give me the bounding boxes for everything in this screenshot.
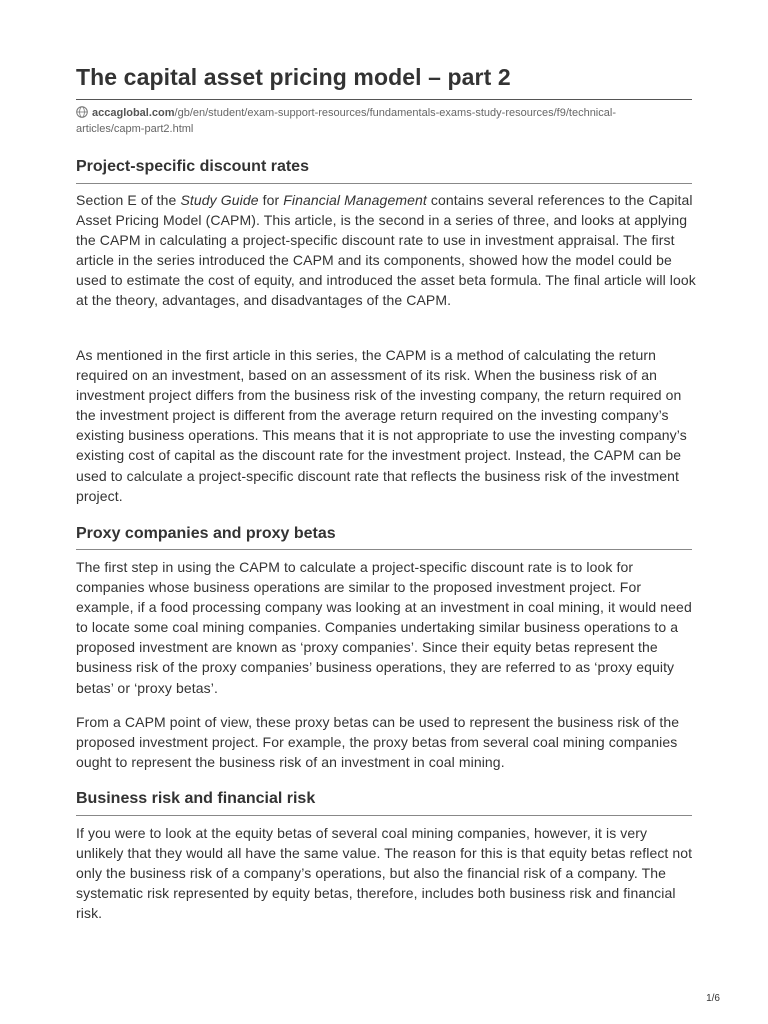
- section-heading-project-specific: Project-specific discount rates: [76, 158, 309, 175]
- paragraph: The first step in using the CAPM to calculate a project-specific discount rate is to look for companies whose business operations are similar to the proposed investment project. For example, if a food processing company was looking at an investment in coal mining, it would need to locate some coal mining companies. Companies undertaking similar business operations to a proposed investment are known as ‘proxy companies’. Since their equity betas represent the business risk of the proxy companies’ business operations, they are referred to as ‘proxy equity betas’ or ‘proxy betas’.: [76, 559, 692, 696]
- source-path: /gb/en/student/exam-support-resources/fundamentals-exams-study-resources/f9/technical-articles/capm-part2.html: [76, 107, 616, 135]
- paragraph: If you were to look at the equity betas of several coal mining companies, however, it is very unlikely that they would all have the same value. The reason for this is that equity betas reflect not only the business risk of a company’s operations, but also the financial risk of a company. The systematic risk represented by equity betas, therefore, includes both business risk and financial risk.: [76, 825, 693, 922]
- section-divider: [76, 183, 692, 184]
- page-title: The capital asset pricing model – part 2: [76, 64, 511, 90]
- source-url[interactable]: [76, 105, 676, 137]
- page-number: 1/6: [706, 993, 720, 1004]
- source-host: accaglobal.com: [92, 107, 175, 119]
- title-divider: [76, 99, 692, 100]
- section-divider: [76, 815, 692, 816]
- paragraph: From a CAPM point of view, these proxy betas can be used to represent the business risk of the proposed investment project. For example, the proxy betas from several coal mining companies ought to represent the business risk of an investment in coal mining.: [76, 714, 680, 771]
- globe-icon: [76, 106, 88, 118]
- section-divider: [76, 549, 692, 550]
- section-heading-business-risk: Business risk and financial risk: [76, 790, 316, 807]
- section-heading-proxy-companies: Proxy companies and proxy betas: [76, 525, 336, 542]
- paragraph: Section E of the Study Guide for Financial Management contains several references to the Capital Asset Pricing Model (CAPM). This article, is the second in a series of three, and looks at applying the CAPM in calculating a project-specific discount rate to use in investment appraisal. The first article in the series introduced the CAPM and its components, showed how the model could be used to estimate the cost of equity, and introduced the asset beta formula. The final article will look at the theory, advantages, and disadvantages of the CAPM.: [76, 192, 696, 309]
- paragraph: As mentioned in the first article in this series, the CAPM is a method of calculating the return required on an investment, based on an assessment of its risk. When the business risk of an investment project differs from the business risk of the investing company, the return required on the investment project is different from the average return required on the investing company’s existing business operations. This means that it is not appropriate to use the investing company’s existing cost of capital as the discount rate for the investment project. Instead, the CAPM can be used to calculate a project-specific discount rate that reflects the business risk of the investment project.: [76, 347, 687, 504]
